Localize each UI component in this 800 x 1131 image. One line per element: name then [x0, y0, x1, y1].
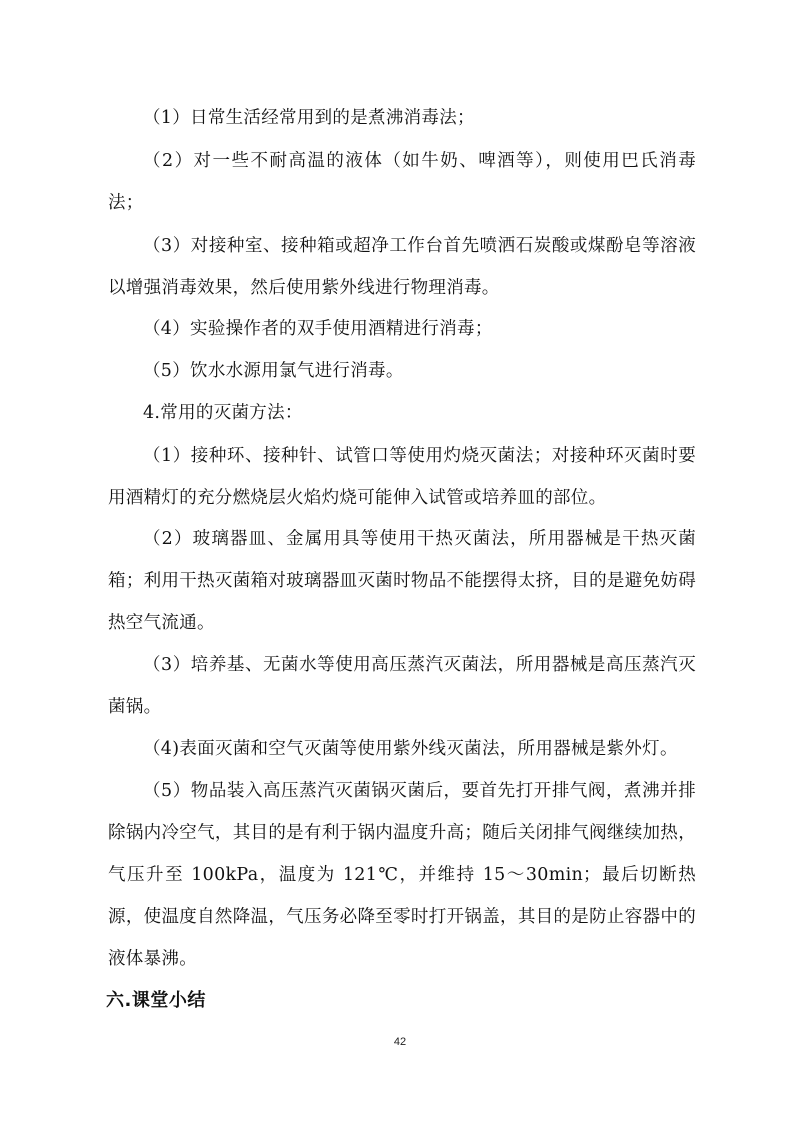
paragraph-sterilization-2: （2）玻璃器皿、金属用具等使用干热灭菌法，所用器械是干热灭菌箱；利用干热灭菌箱对玻璃器皿灭菌时物品不能摆得太挤，目的是避免妨碍热空气流通。: [108, 529, 696, 633]
paragraph-disinfection-2: （2）对一些不耐高温的液体（如牛奶、啤酒等），则使用巴氏消毒法；: [108, 151, 696, 213]
section-heading-summary: 六.课堂小结: [106, 990, 206, 1011]
paragraph-sterilization-5: （5）物品装入高压蒸汽灭菌锅灭菌后，要首先打开排气阀，煮沸并排除锅内冷空气，其目的是有利于锅内温度升高；随后关闭排气阀继续加热，气压升至 100kPa，温度为 121℃，并维持 15～30min；最后切断热源，使温度自然降温，气压务必降至零时打开锅盖，其目的是防止容器中的液体暴沸。: [108, 781, 696, 969]
page-number: 42: [393, 1036, 407, 1048]
paragraph-sterilization-3: （3）培养基、无菌水等使用高压蒸汽灭菌法，所用器械是高压蒸汽灭菌锅。: [108, 655, 696, 717]
paragraph-disinfection-3: （3）对接种室、接种箱或超净工作台首先喷洒石炭酸或煤酚皂等溶液以增强消毒效果，然后使用紫外线进行物理消毒。: [108, 236, 696, 298]
paragraph-sterilization-4: （4)表面灭菌和空气灭菌等使用紫外线灭菌法，所用器械是紫外灯。: [143, 739, 678, 759]
paragraph-disinfection-4: （4）实验操作者的双手使用酒精进行消毒；: [143, 319, 493, 339]
sterilization-methods-heading: 4.常用的灭菌方法：: [143, 403, 303, 423]
paragraph-sterilization-1: （1）接种环、接种针、试管口等使用灼烧灭菌法；对接种环灭菌时要用酒精灯的充分燃烧层火焰灼烧可能伸入试管或培养皿的部位。: [108, 446, 696, 508]
paragraph-disinfection-1: （1）日常生活经常用到的是煮沸消毒法；: [143, 108, 475, 128]
paragraph-disinfection-5: （5）饮水水源用氯气进行消毒。: [143, 361, 404, 381]
